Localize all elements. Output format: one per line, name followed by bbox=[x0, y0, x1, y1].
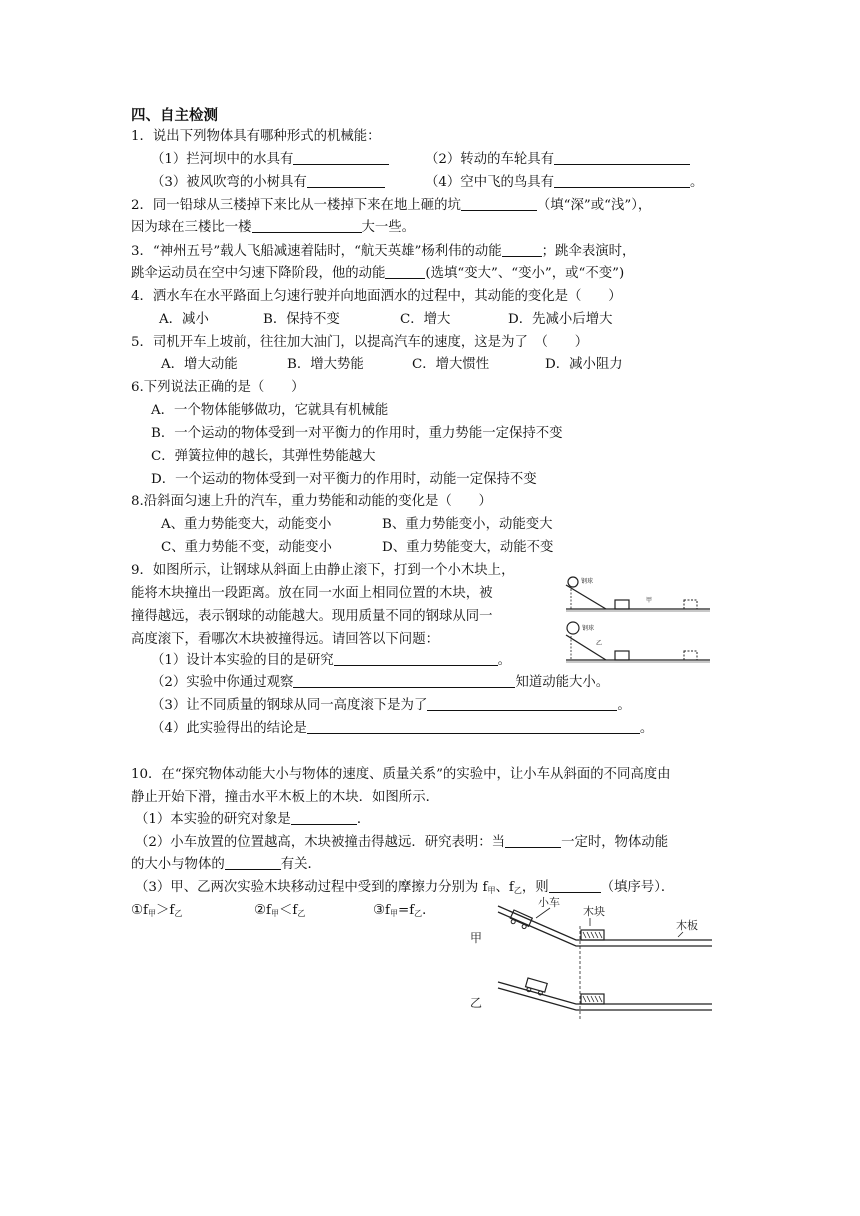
q10-opt2-sub1: 甲 bbox=[270, 909, 279, 918]
q10-blank-2[interactable] bbox=[505, 833, 561, 848]
q9-line-3: 撞得越远，表示钢球的动能越大。现用质量不同的钢球从同一 bbox=[131, 609, 493, 624]
q9-fig-label-ball-top: 钢球 bbox=[581, 578, 594, 585]
q10-blank-3[interactable] bbox=[225, 855, 281, 870]
q1-item-1 bbox=[151, 150, 389, 170]
q2-blank-1[interactable] bbox=[461, 196, 537, 211]
q9-fig-label-ball-bottom: 钢球 bbox=[582, 625, 595, 632]
q6-stem: 6.下列说法正确的是（ ） bbox=[131, 380, 305, 395]
q1-period: 。 bbox=[690, 175, 704, 190]
q1-blank-3[interactable] bbox=[307, 173, 385, 188]
q1-item-3 bbox=[151, 173, 385, 193]
q10-opt1-sub1: 甲 bbox=[147, 909, 156, 918]
q9-fig-label-yi: 乙 bbox=[596, 640, 603, 647]
q10-blank-1[interactable] bbox=[291, 810, 357, 825]
q4-stem: 4．洒水车在水平路面上匀速行驶并向地面洒水的过程中，其动能的变化是（ ） bbox=[131, 289, 622, 304]
q10-part-3-text: （3）甲、乙两次实验木块移动过程中受到的摩擦力分别为 f bbox=[135, 880, 488, 895]
q10-sub-jia: 甲 bbox=[487, 886, 496, 895]
q3-text-1: 3．“神州五号”载人飞船减速着陆时，“航天英雄”杨利伟的动能 bbox=[131, 244, 502, 259]
q10-opt2-f: ②f bbox=[254, 903, 271, 918]
q2-line-1 bbox=[131, 196, 651, 216]
q10-opt3-op: =f bbox=[397, 903, 415, 918]
q5-option-c[interactable]: C．增大惯性 bbox=[412, 357, 490, 372]
q10-line-1: 10．在“探究物体动能大小与物体的速度、质量关系”的实验中，让小车从斜面的不同高度由 bbox=[131, 767, 671, 782]
q10-fig-label-board: 木板 bbox=[676, 919, 698, 932]
q6-option-b[interactable]: B．一个运动的物体受到一对平衡力的作用时，重力势能一定保持不变 bbox=[151, 426, 563, 441]
q2-text-3: 因为球在三楼比一楼 bbox=[131, 220, 252, 235]
q8-option-a[interactable]: A、重力势能变大，动能变小 bbox=[161, 517, 332, 532]
q9-part-2-text: （2）实验中你通过观察 bbox=[151, 675, 294, 690]
q5-stem: 5．司机开车上坡前，往往加大油门，以提高汽车的速度，这是为了 （ ） bbox=[131, 335, 589, 350]
q3-blank-1[interactable] bbox=[502, 242, 542, 257]
q10-opt3-sub2: 乙 bbox=[414, 909, 423, 918]
q9-part-2-end: 知道动能大小。 bbox=[515, 675, 610, 690]
q10-part-1 bbox=[135, 810, 370, 830]
q10-part-2-line-2 bbox=[131, 855, 321, 875]
q3-line-1 bbox=[131, 242, 635, 262]
q10-fig-label-yi: 乙 bbox=[470, 996, 483, 1010]
q10-part-2 bbox=[135, 833, 668, 853]
q9-part-1 bbox=[151, 651, 511, 671]
q10-sub-yi: 乙 bbox=[513, 886, 522, 895]
q10-opt3-f: ③f bbox=[373, 903, 390, 918]
section-title: 四、自主检测 bbox=[131, 108, 218, 124]
q10-part-2-mid: 一定时，物体动能 bbox=[561, 835, 669, 850]
q10-option-2[interactable] bbox=[254, 901, 305, 924]
q9-wood-block-top bbox=[615, 600, 629, 609]
q10-blank-4[interactable] bbox=[549, 878, 601, 893]
q10-line-2: 静止开始下滑，撞击水平木板上的木块．如图所示． bbox=[131, 790, 439, 805]
q2-line-2 bbox=[131, 218, 415, 238]
q6-option-d[interactable]: D．一个运动的物体受到一对平衡力的作用时，动能一定保持不变 bbox=[151, 472, 537, 487]
q2-blank-2[interactable] bbox=[252, 218, 362, 233]
q3-line-2 bbox=[131, 264, 624, 284]
q1-blank-4[interactable] bbox=[554, 173, 690, 188]
q4-option-c[interactable]: C．增大 bbox=[400, 312, 451, 327]
q1-item-2 bbox=[425, 150, 690, 170]
q4-option-b[interactable]: B．保持不变 bbox=[263, 312, 340, 327]
q9-line-2: 能将木块撞出一段距离。放在同一水面上相同位置的木块，被 bbox=[131, 586, 493, 601]
q10-cart-figure bbox=[468, 892, 714, 1022]
q9-steel-ball-figure bbox=[560, 573, 712, 668]
q3-text-3: 跳伞运动员在空中匀速下降阶段，他的动能 bbox=[131, 266, 386, 281]
q8-option-c[interactable]: C、重力势能不变，动能变小 bbox=[161, 540, 332, 555]
q10-fig-label-car: 小车 bbox=[538, 896, 560, 909]
q6-option-c[interactable]: C．弹簧拉伸的越长，其弹性势能越大 bbox=[151, 449, 376, 464]
q9-steel-ball-bottom bbox=[567, 622, 579, 634]
q9-blank-4[interactable] bbox=[307, 719, 640, 734]
q9-part-1-text: （1）设计本实验的目的是研究 bbox=[151, 653, 334, 668]
q1-blank-1[interactable] bbox=[293, 150, 389, 165]
q9-part-3 bbox=[151, 696, 631, 716]
q10-fig-label-jia: 甲 bbox=[470, 931, 483, 945]
q10-opt2-op: ＜f bbox=[278, 903, 298, 918]
q10-part-1-end: ． bbox=[356, 812, 371, 827]
q9-fig-label-jia: 甲 bbox=[646, 597, 653, 604]
q10-opt1-op: ＞f bbox=[155, 903, 175, 918]
q4-option-d[interactable]: D．先减小后增大 bbox=[508, 312, 613, 327]
q9-blank-3[interactable] bbox=[427, 696, 617, 711]
q9-figure-panel-jia bbox=[566, 577, 710, 611]
q10-opt1-sub2: 乙 bbox=[174, 909, 183, 918]
q8-option-d[interactable]: D、重力势能变大，动能不变 bbox=[382, 540, 554, 555]
q5-option-b[interactable]: B．增大势能 bbox=[287, 357, 364, 372]
q10-part-1-text: （1）本实验的研究对象是 bbox=[135, 812, 291, 827]
q5-option-a[interactable]: A．增大动能 bbox=[161, 357, 238, 372]
q3-text-4: (选填“变大”、“变小”，或“不变”) bbox=[425, 266, 625, 281]
q9-part-1-end: 。 bbox=[497, 653, 511, 668]
q9-part-3-text: （3）让不同质量的钢球从同一高度滚下是为了 bbox=[151, 698, 428, 713]
q9-part-3-end: 。 bbox=[617, 698, 631, 713]
q9-steel-ball-top bbox=[568, 577, 578, 587]
q10-part-3-mid: 、f bbox=[495, 880, 514, 895]
q1-item-3-text: （3）被风吹弯的小树具有 bbox=[151, 175, 307, 190]
q10-part-3-end: （填序号）． bbox=[600, 880, 675, 895]
q9-part-2 bbox=[151, 673, 609, 693]
q3-blank-2[interactable] bbox=[385, 264, 425, 279]
q1-blank-2[interactable] bbox=[554, 150, 690, 165]
q2-text-1: 2．同一铅球从三楼掉下来比从一楼掉下来在地上砸的坑 bbox=[131, 198, 461, 213]
q1-item-4 bbox=[425, 173, 703, 193]
q1-item-2-text: （2）转动的车轮具有 bbox=[425, 152, 555, 167]
q10-part-3-then: ，则 bbox=[521, 880, 549, 895]
q10-part-2-end: 有关． bbox=[280, 857, 321, 872]
q2-text-4: 大一些。 bbox=[361, 220, 416, 235]
q10-opt1-f: ①f bbox=[131, 903, 148, 918]
q10-part-2-line-2-text: 的大小与物体的 bbox=[131, 857, 225, 872]
q9-part-4-end: 。 bbox=[639, 721, 654, 736]
q1-item-4-text: （4）空中飞的鸟具有 bbox=[425, 175, 555, 190]
q9-blank-1[interactable] bbox=[334, 651, 498, 666]
q9-figure-panel-yi bbox=[566, 622, 710, 662]
q9-part-4 bbox=[151, 719, 653, 739]
q10-option-1[interactable] bbox=[131, 901, 182, 924]
q8-stem: 8.沿斜面匀速上升的汽车，重力势能和动能的变化是（ ） bbox=[131, 494, 492, 509]
q5-option-d[interactable]: D．减小阻力 bbox=[545, 357, 623, 372]
q2-text-2: （填“深”或“浅”）， bbox=[536, 198, 652, 213]
q6-option-a[interactable]: A．一个物体能够做功，它就具有机械能 bbox=[151, 403, 389, 418]
q9-part-4-text: （4）此实验得出的结论是 bbox=[151, 721, 307, 736]
q10-part-2-text: （2）小车放置的位置越高，木块被撞击得越远．研究表明：当 bbox=[135, 835, 506, 850]
q10-figure-panel-yi bbox=[498, 978, 712, 1010]
q4-option-a[interactable]: A．减小 bbox=[159, 312, 209, 327]
q10-fig-label-block: 木块 bbox=[583, 905, 605, 918]
q1-item-1-text: （1）拦河坝中的水具有 bbox=[151, 152, 294, 167]
q9-line-1: 9．如图所示，让钢球从斜面上由静止滚下，打到一个小木块上， bbox=[131, 563, 515, 578]
q9-wood-block-bottom bbox=[615, 651, 629, 660]
q1-stem: 1．说出下列物体具有哪种形式的机械能： bbox=[131, 129, 381, 144]
q3-text-2: ；跳伞表演时， bbox=[541, 244, 636, 259]
q10-opt2-sub2: 乙 bbox=[297, 909, 306, 918]
q8-option-b[interactable]: B、重力势能变小，动能变大 bbox=[382, 517, 553, 532]
q10-opt3-sub1: 甲 bbox=[389, 909, 398, 918]
q10-opt3-end: ． bbox=[422, 903, 436, 918]
q9-line-4: 高度滚下，看哪次木块被撞得远。请回答以下问题： bbox=[131, 632, 439, 647]
q10-option-3[interactable] bbox=[373, 901, 436, 924]
q9-blank-2[interactable] bbox=[293, 673, 515, 688]
